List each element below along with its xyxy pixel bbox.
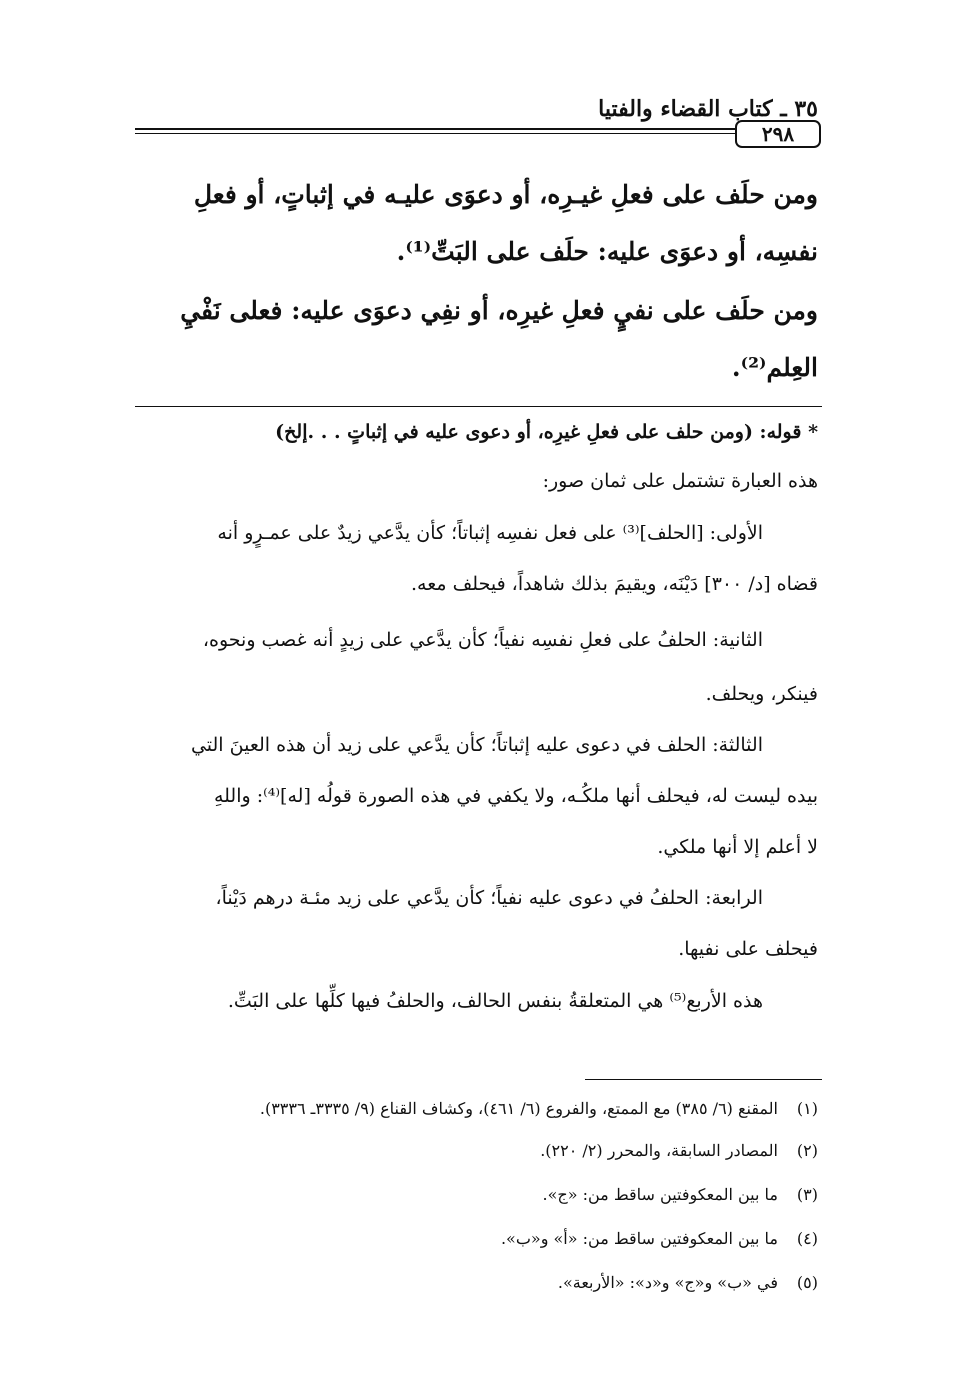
footnote-text: ما بين المعكوفتين ساقط من: «أ» و«ب».: [500, 1229, 778, 1248]
header-rule: [135, 128, 735, 130]
matn-line: ومن حلَف على فعلِ غيـرِه، أو دعوَى عليـه في إثباتٍ، أو فعلِ: [193, 180, 818, 209]
page-number: ٢٩٨: [735, 120, 821, 148]
footnote-text: في «ب» و«ج» و«د»: «الأربعة».: [557, 1273, 778, 1292]
commentary-line: بيده ليست له، فيحلف أنها ملكُـه، ولا يكفي في هذه الصورة قولُه [له]⁽⁴⁾: واللهِ: [213, 785, 818, 807]
footnote-text: المقنع (٦/ ٣٨٥) مع الممتع، والفروع (٦/ ٤٦١)، وكشاف القناع (٩/ ٣٣٣٥ـ ٣٣٣٦).: [259, 1099, 778, 1118]
footnote: [260, 1099, 818, 1118]
header-rule-thin: [135, 133, 735, 134]
footnote-text: ما بين المعكوفتين ساقط من: «ج».: [542, 1185, 778, 1204]
footnote: [501, 1229, 818, 1248]
footnote: [540, 1141, 818, 1160]
text-separator: [135, 406, 822, 407]
matn-line: العِلم⁽²⁾.: [731, 353, 818, 382]
matn-line: ومن حلَف على نفيٍ فعلِ غيرِه، أو نفِي دعوَى عليه: فعلى نَفْيِ: [180, 296, 818, 325]
commentary-line: هذه العبارة تشتمل على ثمان صور:: [542, 470, 818, 492]
footnote-number: (١): [796, 1099, 818, 1118]
commentary-line: فينكر، ويحلف.: [705, 683, 818, 705]
commentary-line: الرابعة: الحلفُ في دعوى عليه نفياً؛ كأن يدَّعي على زيد مئـة درهم دَيْناً،: [215, 887, 763, 909]
commentary-line: فيحلف على نفيها.: [678, 938, 818, 960]
footnote: [558, 1273, 818, 1292]
commentary-heading: * قوله: (ومن حلف على فعلِ غيرِه، أو دعوى عليه في إثباتٍ . . .إلخ): [275, 421, 818, 443]
footnote-number: (٣): [796, 1185, 818, 1204]
footnote-separator: [585, 1079, 822, 1080]
footnote: [543, 1185, 818, 1204]
commentary-line: لا أعلم إلا أنها ملكي.: [657, 836, 818, 858]
running-title: ٣٥ ـ كتاب القضاء والفتيا: [598, 96, 818, 122]
footnote-number: (٢): [796, 1141, 818, 1160]
commentary-line: الثالثة: الحلف في دعوى عليه إثباتاً؛ كأن يدَّعي على زيد أن هذه العينَ التي: [190, 734, 763, 756]
commentary-line: الأولى: [الحلف]⁽³⁾ على فعل نفسِه إثباتاً؛ كأن يدَّعي زيدٌ على عمـرٍو أنه: [217, 522, 763, 544]
commentary-line: هذه الأربع⁽⁵⁾ هي المتعلقةُ بنفس الحالف، والحلفُ فيها كلِّها على البَتِّ.: [227, 990, 763, 1012]
footnote-number: (٥): [796, 1273, 818, 1292]
footnote-number: (٤): [796, 1229, 818, 1248]
commentary-line: قضاه [د/ ٣٠٠] دَيْنَه، ويقيمَ بذلك شاهداً، فيحلف معه.: [411, 573, 818, 595]
footnote-text: المصادر السابقة، والمحرر (٢/ ٢٢٠).: [540, 1141, 778, 1160]
commentary-line: الثانية: الحلفُ على فعلِ نفسِه نفياً؛ كأن يدَّعي على زيدٍ أنه غصب ونحوه،: [202, 629, 763, 651]
matn-line: نفسِه، أو دعوَى عليه: حلَف على البَتِّ⁽¹⁾.: [396, 237, 818, 266]
